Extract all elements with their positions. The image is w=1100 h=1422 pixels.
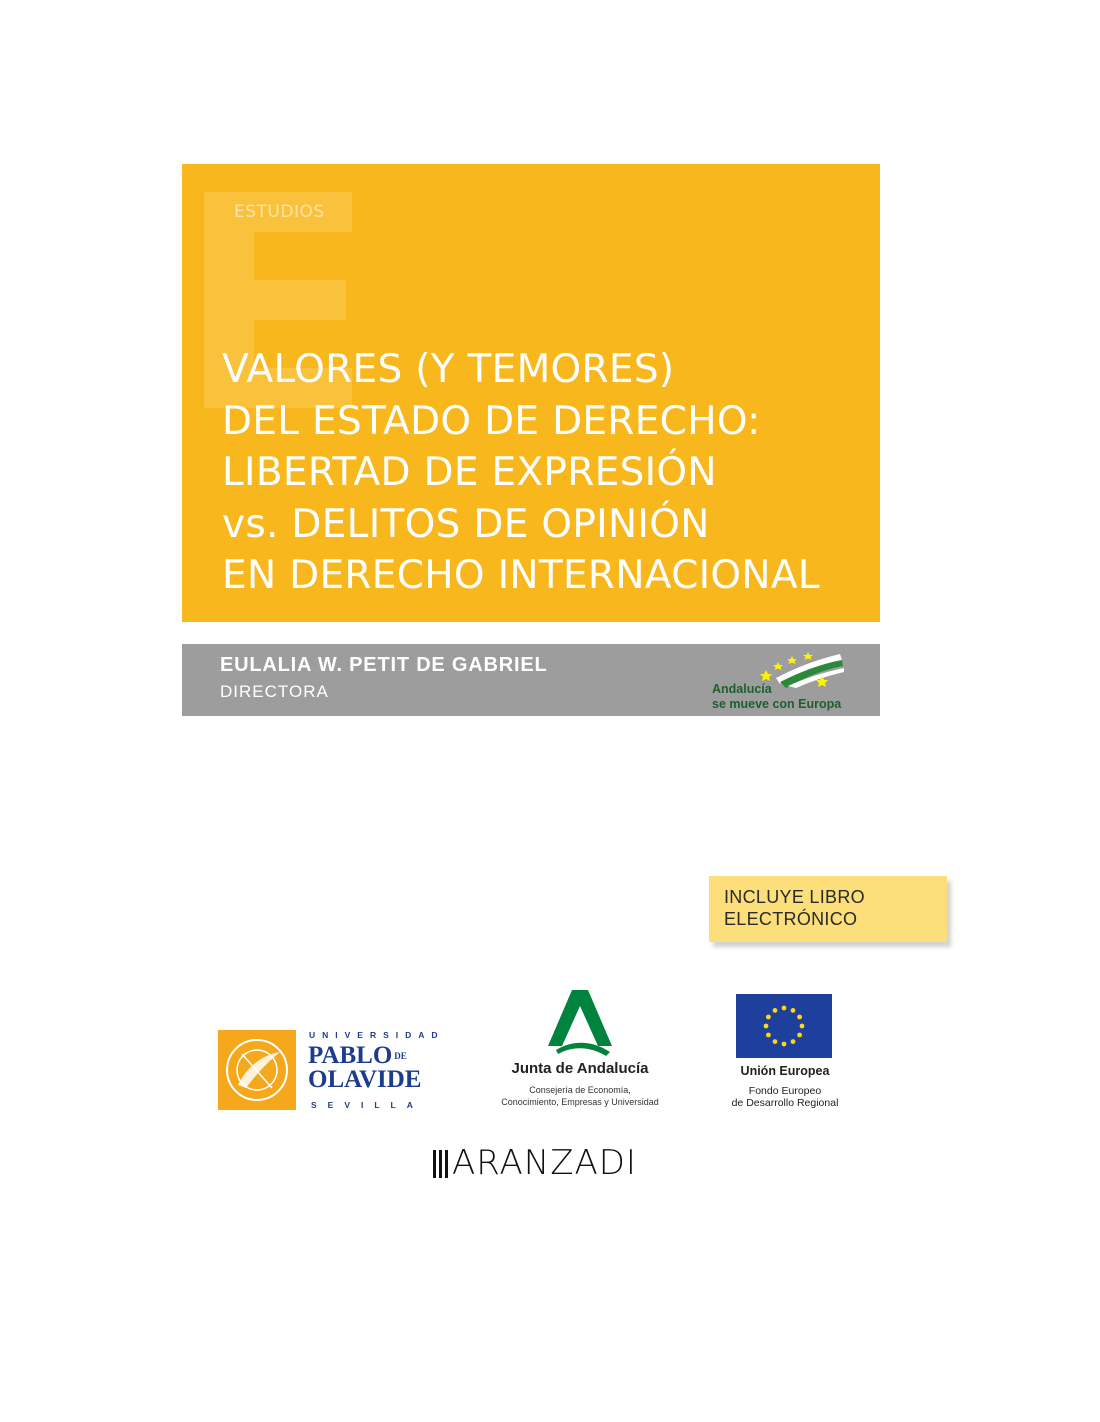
badge-line1: INCLUYE LIBRO (724, 887, 865, 907)
eu-name: Unión Europea (740, 1064, 830, 1078)
author-role: DIRECTORA (220, 682, 329, 701)
junta-andalucia-logo (480, 990, 680, 1115)
upo-name-de: DE (394, 1051, 407, 1061)
author-name: EULALIA W. PETIT DE GABRIEL (220, 654, 548, 676)
title-line: EN DERECHO INTERNACIONAL (222, 553, 820, 598)
andalucia-logo-text (712, 682, 841, 712)
upo-emblem (218, 1030, 296, 1110)
upo-bottom-text: SEVILLA (311, 1100, 424, 1110)
upo-top-text: UNIVERSIDAD (309, 1030, 445, 1040)
ebook-badge (709, 876, 947, 942)
title-line: vs. DELITOS DE OPINIÓN (222, 501, 710, 547)
publisher-logo (433, 1143, 637, 1183)
series-label: ESTUDIOS (234, 202, 325, 222)
book-cover (182, 164, 880, 622)
upo-logo (218, 1030, 445, 1112)
title-line: LIBERTAD DE EXPRESIÓN (222, 450, 717, 495)
title-line: VALORES (Y TEMORES) (222, 347, 675, 392)
upo-name (308, 1044, 421, 1092)
junta-subtitle (480, 1084, 680, 1108)
title-line: DEL ESTADO DE DERECHO: (222, 398, 761, 444)
andalucia-europa-logo (710, 648, 850, 714)
publisher-name: ARANZADI (452, 1143, 637, 1183)
eu-sub-line2: de Desarrollo Regional (731, 1097, 839, 1109)
book-title (222, 344, 872, 602)
eu-logo (715, 994, 855, 1114)
upo-name-line2: OLAVIDE (308, 1066, 422, 1093)
badge-line2: ELECTRÓNICO (724, 909, 858, 929)
junta-sub-line2: Conocimiento, Empresas y Universidad (501, 1097, 659, 1107)
author-bar (182, 644, 880, 716)
andalucia-line2: se mueve con Europa (712, 697, 842, 711)
andalucia-line1: Andalucía (712, 682, 772, 696)
junta-a-icon (540, 990, 620, 1056)
eu-subtitle (715, 1085, 855, 1109)
junta-name: Junta de Andalucía (511, 1060, 649, 1077)
upo-name-line1: PABLO (308, 1042, 393, 1069)
junta-sub-line1: Consejería de Economía, (529, 1085, 631, 1095)
eu-flag-icon (736, 994, 832, 1058)
eu-sub-line1: Fondo Europeo (748, 1085, 822, 1097)
